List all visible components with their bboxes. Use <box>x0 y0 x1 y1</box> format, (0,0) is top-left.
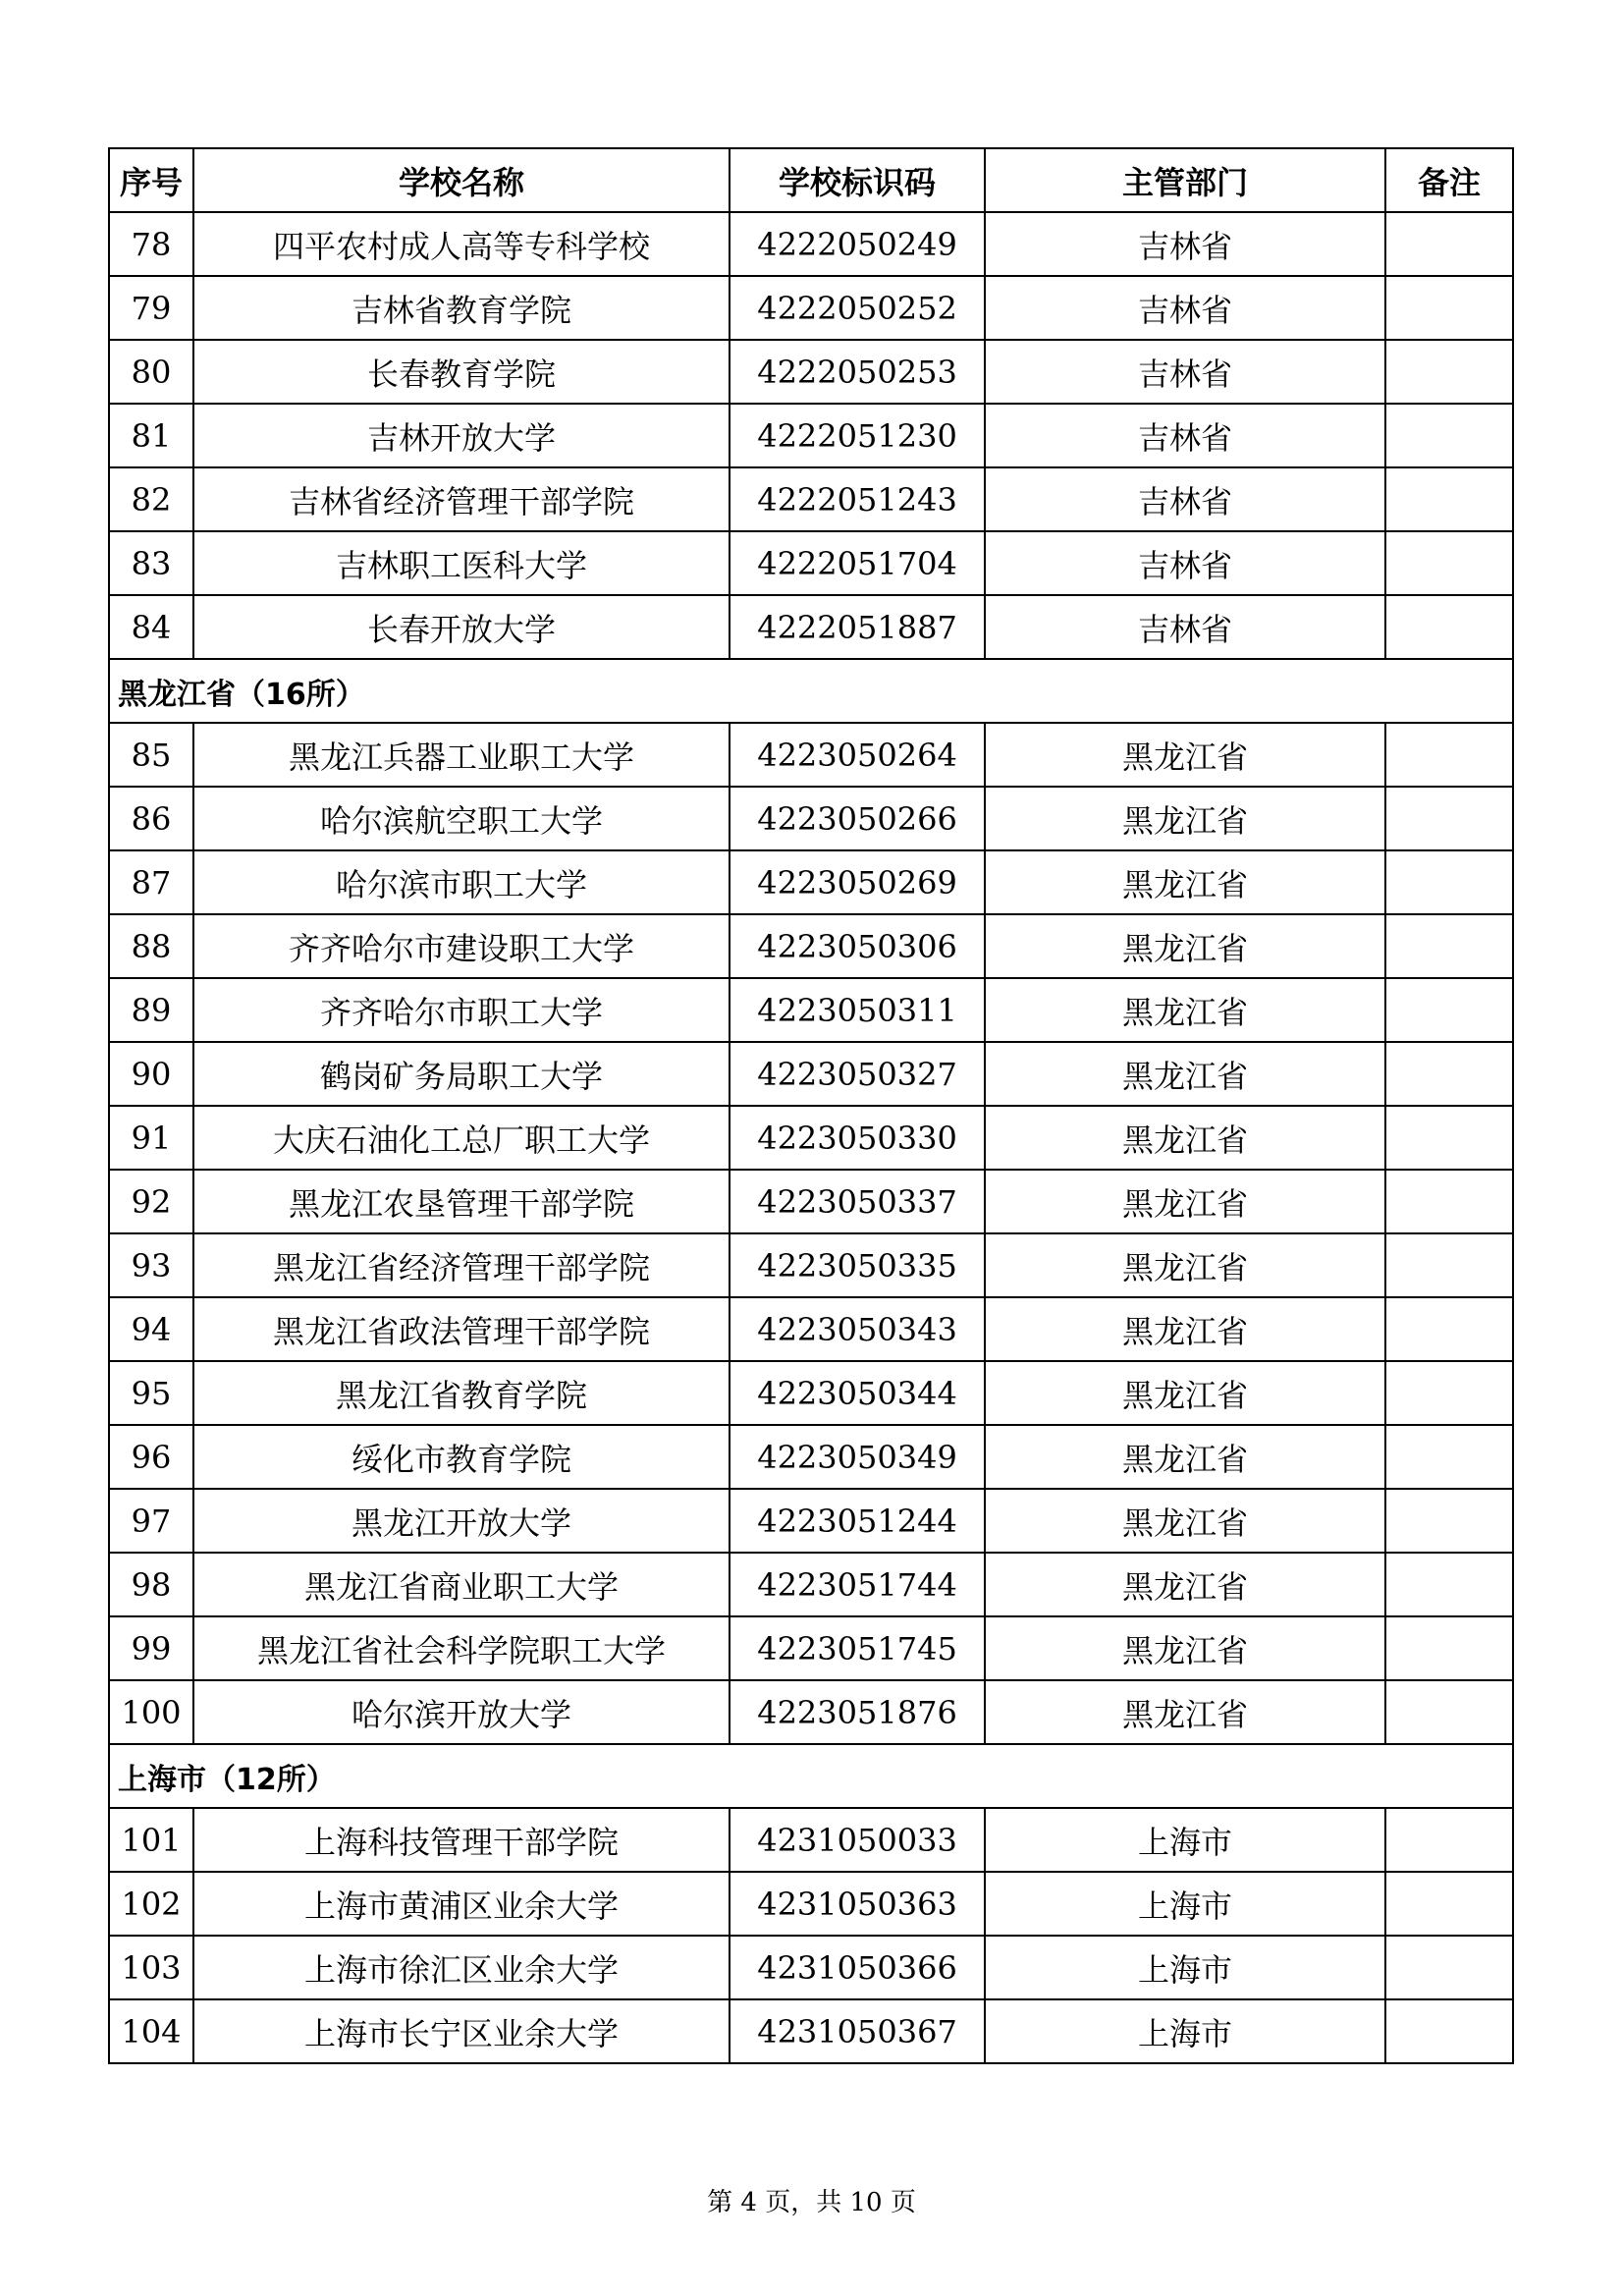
cell-serial: 79 <box>109 276 193 340</box>
cell-school-code: 4222050253 <box>730 340 985 404</box>
cell-school-name: 吉林省经济管理干部学院 <box>193 467 730 531</box>
header-row <box>109 148 1513 212</box>
cell-remarks <box>1385 787 1513 850</box>
cell-serial: 84 <box>109 595 193 659</box>
table-row <box>109 787 1513 850</box>
cell-remarks <box>1385 276 1513 340</box>
table-row <box>109 1808 1513 1872</box>
cell-serial: 91 <box>109 1106 193 1170</box>
cell-department: 黑龙江省 <box>985 1297 1385 1361</box>
cell-remarks <box>1385 1042 1513 1106</box>
cell-school-code: 4231050363 <box>730 1872 985 1936</box>
cell-school-name: 哈尔滨开放大学 <box>193 1680 730 1744</box>
cell-serial: 94 <box>109 1297 193 1361</box>
table-row <box>109 595 1513 659</box>
table-row <box>109 1616 1513 1680</box>
cell-serial: 85 <box>109 723 193 787</box>
section-row <box>109 659 1513 723</box>
table-row <box>109 531 1513 595</box>
header-school-code: 学校标识码 <box>730 148 985 212</box>
cell-department: 吉林省 <box>985 276 1385 340</box>
cell-remarks <box>1385 595 1513 659</box>
table-row <box>109 1106 1513 1170</box>
cell-department: 吉林省 <box>985 531 1385 595</box>
cell-department: 上海市 <box>985 1999 1385 2063</box>
cell-school-name: 黑龙江省社会科学院职工大学 <box>193 1616 730 1680</box>
cell-serial: 102 <box>109 1872 193 1936</box>
cell-school-name: 哈尔滨市职工大学 <box>193 850 730 914</box>
cell-remarks <box>1385 1297 1513 1361</box>
cell-school-name: 黑龙江省政法管理干部学院 <box>193 1297 730 1361</box>
school-list-table <box>108 147 1514 2064</box>
cell-school-name: 上海市长宁区业余大学 <box>193 1999 730 2063</box>
cell-school-code: 4223051745 <box>730 1616 985 1680</box>
table-row <box>109 1872 1513 1936</box>
section-row <box>109 1744 1513 1808</box>
table-row <box>109 1936 1513 1999</box>
table-row <box>109 212 1513 276</box>
cell-remarks <box>1385 1999 1513 2063</box>
cell-remarks <box>1385 1553 1513 1616</box>
cell-school-code: 4223051876 <box>730 1680 985 1744</box>
cell-school-code: 4223050264 <box>730 723 985 787</box>
table-row <box>109 1233 1513 1297</box>
cell-serial: 93 <box>109 1233 193 1297</box>
cell-remarks <box>1385 1170 1513 1233</box>
cell-department: 黑龙江省 <box>985 1233 1385 1297</box>
cell-remarks <box>1385 1233 1513 1297</box>
cell-school-name: 吉林省教育学院 <box>193 276 730 340</box>
cell-department: 吉林省 <box>985 212 1385 276</box>
cell-department: 上海市 <box>985 1808 1385 1872</box>
table-row <box>109 1553 1513 1616</box>
cell-school-code: 4231050367 <box>730 1999 985 2063</box>
cell-serial: 83 <box>109 531 193 595</box>
cell-department: 吉林省 <box>985 467 1385 531</box>
cell-serial: 92 <box>109 1170 193 1233</box>
cell-serial: 104 <box>109 1999 193 2063</box>
cell-school-name: 黑龙江省经济管理干部学院 <box>193 1233 730 1297</box>
cell-remarks <box>1385 404 1513 467</box>
cell-serial: 103 <box>109 1936 193 1999</box>
cell-school-code: 4223050344 <box>730 1361 985 1425</box>
table-row <box>109 1999 1513 2063</box>
table-row <box>109 1425 1513 1489</box>
cell-school-code: 4223050349 <box>730 1425 985 1489</box>
cell-department: 黑龙江省 <box>985 914 1385 978</box>
table-row <box>109 1042 1513 1106</box>
table-row <box>109 1489 1513 1553</box>
table-row <box>109 978 1513 1042</box>
cell-serial: 88 <box>109 914 193 978</box>
header-serial: 序号 <box>109 148 193 212</box>
table-row <box>109 1361 1513 1425</box>
cell-remarks <box>1385 340 1513 404</box>
cell-school-name: 四平农村成人高等专科学校 <box>193 212 730 276</box>
cell-serial: 96 <box>109 1425 193 1489</box>
cell-serial: 97 <box>109 1489 193 1553</box>
table-row <box>109 850 1513 914</box>
table-header <box>109 148 1513 212</box>
cell-remarks <box>1385 978 1513 1042</box>
table-row <box>109 404 1513 467</box>
header-department: 主管部门 <box>985 148 1385 212</box>
cell-department: 黑龙江省 <box>985 1489 1385 1553</box>
section-heading: 黑龙江省（16所） <box>109 659 1513 723</box>
cell-remarks <box>1385 1872 1513 1936</box>
table-row <box>109 467 1513 531</box>
cell-remarks <box>1385 212 1513 276</box>
cell-school-code: 4231050366 <box>730 1936 985 1999</box>
cell-department: 黑龙江省 <box>985 1361 1385 1425</box>
table-row <box>109 340 1513 404</box>
cell-school-code: 4222051704 <box>730 531 985 595</box>
cell-school-name: 上海市徐汇区业余大学 <box>193 1936 730 1999</box>
cell-school-name: 哈尔滨航空职工大学 <box>193 787 730 850</box>
cell-school-code: 4222051230 <box>730 404 985 467</box>
cell-school-name: 黑龙江省教育学院 <box>193 1361 730 1425</box>
cell-department: 吉林省 <box>985 404 1385 467</box>
cell-remarks <box>1385 1808 1513 1872</box>
cell-department: 黑龙江省 <box>985 1425 1385 1489</box>
table-row <box>109 1680 1513 1744</box>
section-heading: 上海市（12所） <box>109 1744 1513 1808</box>
cell-school-code: 4223051744 <box>730 1553 985 1616</box>
cell-school-code: 4223050306 <box>730 914 985 978</box>
cell-remarks <box>1385 467 1513 531</box>
cell-serial: 89 <box>109 978 193 1042</box>
cell-department: 黑龙江省 <box>985 1170 1385 1233</box>
cell-remarks <box>1385 1616 1513 1680</box>
cell-school-code: 4222051887 <box>730 595 985 659</box>
cell-school-code: 4222050249 <box>730 212 985 276</box>
cell-school-code: 4223050330 <box>730 1106 985 1170</box>
cell-serial: 80 <box>109 340 193 404</box>
cell-serial: 90 <box>109 1042 193 1106</box>
cell-school-name: 长春教育学院 <box>193 340 730 404</box>
cell-school-name: 长春开放大学 <box>193 595 730 659</box>
cell-serial: 81 <box>109 404 193 467</box>
cell-serial: 98 <box>109 1553 193 1616</box>
cell-remarks <box>1385 531 1513 595</box>
cell-serial: 100 <box>109 1680 193 1744</box>
cell-department: 黑龙江省 <box>985 1106 1385 1170</box>
cell-remarks <box>1385 1936 1513 1999</box>
cell-remarks <box>1385 850 1513 914</box>
cell-department: 黑龙江省 <box>985 1680 1385 1744</box>
cell-school-code: 4223050311 <box>730 978 985 1042</box>
cell-department: 吉林省 <box>985 595 1385 659</box>
cell-school-code: 4223050337 <box>730 1170 985 1233</box>
cell-department: 黑龙江省 <box>985 723 1385 787</box>
cell-remarks <box>1385 1489 1513 1553</box>
cell-department: 黑龙江省 <box>985 1553 1385 1616</box>
cell-school-code: 4223050327 <box>730 1042 985 1106</box>
cell-school-code: 4223050266 <box>730 787 985 850</box>
cell-remarks <box>1385 1680 1513 1744</box>
cell-school-name: 上海市黄浦区业余大学 <box>193 1872 730 1936</box>
table-row <box>109 276 1513 340</box>
cell-school-name: 吉林职工医科大学 <box>193 531 730 595</box>
cell-school-code: 4223050335 <box>730 1233 985 1297</box>
table-row <box>109 1170 1513 1233</box>
cell-serial: 95 <box>109 1361 193 1425</box>
cell-school-name: 黑龙江开放大学 <box>193 1489 730 1553</box>
cell-serial: 86 <box>109 787 193 850</box>
cell-school-name: 黑龙江农垦管理干部学院 <box>193 1170 730 1233</box>
cell-remarks <box>1385 1425 1513 1489</box>
cell-department: 黑龙江省 <box>985 978 1385 1042</box>
cell-serial: 82 <box>109 467 193 531</box>
cell-remarks <box>1385 1106 1513 1170</box>
cell-school-name: 大庆石油化工总厂职工大学 <box>193 1106 730 1170</box>
cell-school-code: 4222050252 <box>730 276 985 340</box>
header-remarks: 备注 <box>1385 148 1513 212</box>
cell-serial: 87 <box>109 850 193 914</box>
cell-serial: 78 <box>109 212 193 276</box>
cell-school-name: 齐齐哈尔市建设职工大学 <box>193 914 730 978</box>
cell-department: 黑龙江省 <box>985 850 1385 914</box>
cell-school-code: 4223050269 <box>730 850 985 914</box>
table-row <box>109 914 1513 978</box>
cell-school-name: 齐齐哈尔市职工大学 <box>193 978 730 1042</box>
cell-school-code: 4231050033 <box>730 1808 985 1872</box>
cell-school-code: 4223050343 <box>730 1297 985 1361</box>
cell-school-code: 4222051243 <box>730 467 985 531</box>
cell-department: 吉林省 <box>985 340 1385 404</box>
cell-school-code: 4223051244 <box>730 1489 985 1553</box>
table-row <box>109 1297 1513 1361</box>
table-row <box>109 723 1513 787</box>
page-footer: 第 4 页，共 10 页 <box>707 2188 916 2217</box>
cell-school-name: 上海科技管理干部学院 <box>193 1808 730 1872</box>
cell-remarks <box>1385 1361 1513 1425</box>
cell-school-name: 鹤岗矿务局职工大学 <box>193 1042 730 1106</box>
cell-school-name: 黑龙江兵器工业职工大学 <box>193 723 730 787</box>
cell-serial: 99 <box>109 1616 193 1680</box>
cell-department: 黑龙江省 <box>985 787 1385 850</box>
cell-remarks <box>1385 914 1513 978</box>
table-body <box>109 212 1513 2063</box>
cell-department: 黑龙江省 <box>985 1042 1385 1106</box>
cell-department: 黑龙江省 <box>985 1616 1385 1680</box>
cell-school-name: 黑龙江省商业职工大学 <box>193 1553 730 1616</box>
cell-school-name: 绥化市教育学院 <box>193 1425 730 1489</box>
cell-school-name: 吉林开放大学 <box>193 404 730 467</box>
header-school-name: 学校名称 <box>193 148 730 212</box>
cell-department: 上海市 <box>985 1872 1385 1936</box>
cell-serial: 101 <box>109 1808 193 1872</box>
cell-department: 上海市 <box>985 1936 1385 1999</box>
cell-remarks <box>1385 723 1513 787</box>
